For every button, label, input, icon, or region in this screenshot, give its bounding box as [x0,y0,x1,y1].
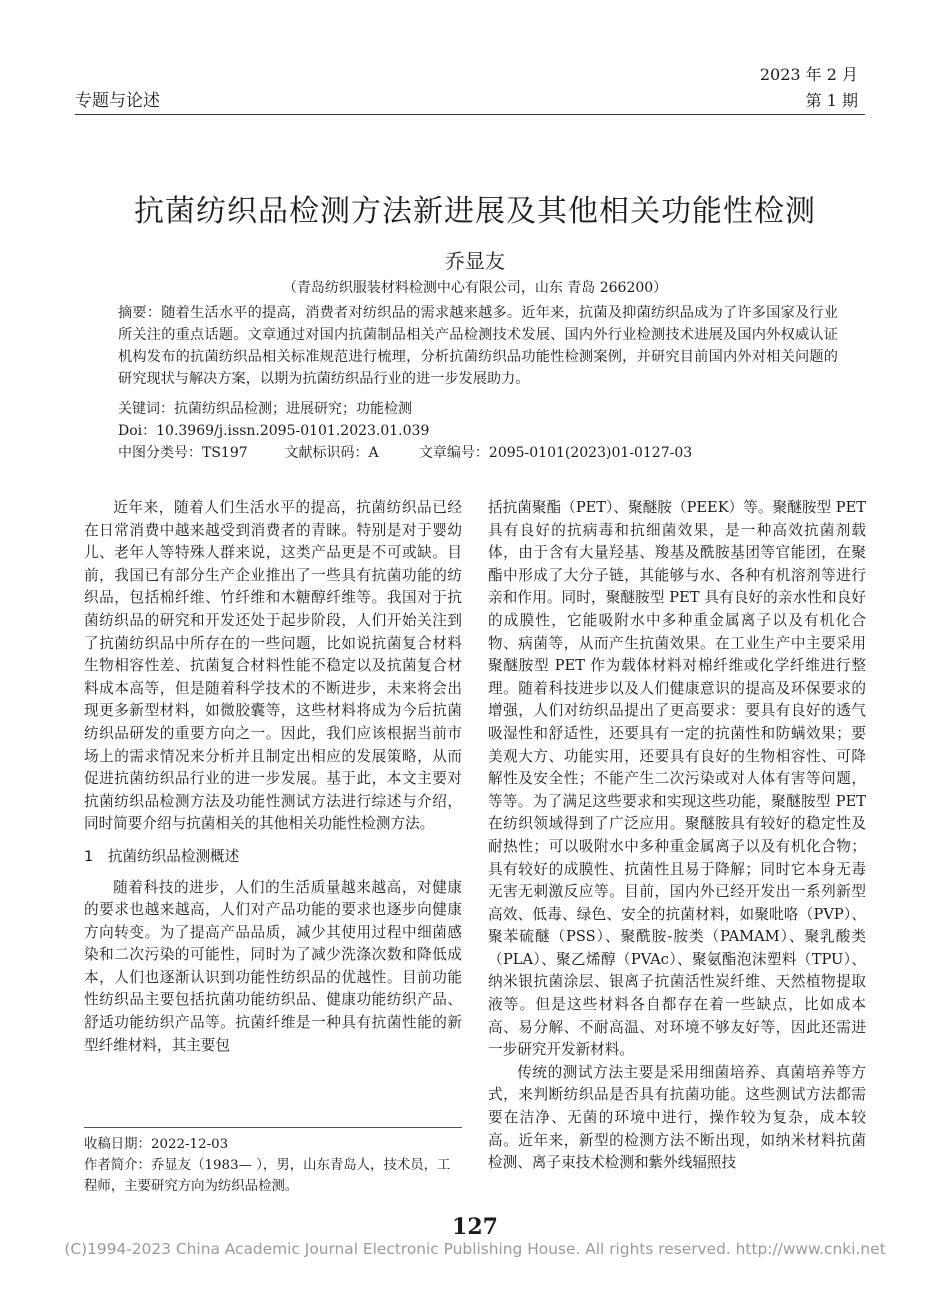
keywords: 关键词：抗菌纺织品检测；进展研究；功能检测 [118,401,412,417]
intro-paragraph: 近年来，随着人们生活水平的提高，抗菌纺织品已经在日常消费中越来越受到消费者的青睐。特别是对于婴幼儿、老年人等特殊人群来说，这类产品更是不可或缺。目前，我国已有部分生产企业推出了一些具有抗菌功能的纺织品，包括棉纤维、竹纤维和木糖醇纤维等。我国对于抗菌纺织品的研究和开发还处于起步阶段，人们开始关注到了抗菌纺织品中所存在的一些问题，比如说抗菌复合材料生物相容性差、抗菌复合材料性能不稳定以及抗菌复合材料成本高等，但是随着科学技术的不断进步，未来将会出现更多新型材料，如微胶囊等，这些材料将成为今后抗菌纺织品研发的重要方向之一。因此，我们应该根据当前市场上的需求情况来分析并且制定出相应的发展策略，从而促进抗菌纺织品行业的进一步发展。基于此，本文主要对抗菌纺织品检测方法及功能性测试方法进行综述与介绍，同时简要介绍与抗菌相关的其他相关功能性检测方法。 [84,499,462,833]
footnote [84,1134,462,1197]
issue-info [760,62,858,114]
page-number: 127 [452,1214,498,1240]
author-bio: 作者简介：乔显友（1983— ），男，山东青岛人，技术员，工程师，主要研究方向为纺织品检测。 [84,1158,451,1194]
right-paragraph-1: 括抗菌聚酯（PET）、聚醚胺（PEEK）等。聚醚胺型 PET 具有良好的抗病毒和抗细菌效果，是一种高效抗菌剂载体，由于含有大量羟基、羧基及酰胺基团等官能团，在聚酯中形成了大分子链，其能够与水、各种有机溶剂等进行亲和作用。同时，聚醚胺型 PET 具有良好的亲水性和良好的成膜性，它能吸附水中多种重金属离子以及有机化合物、病菌等，从而产生抗菌效果。在工业生产中主要采用聚醚胺型 PET 作为载体材料对棉纤维或化学纤维进行整理。随着科技进步以及人们健康意识的提高及环保要求的增强，人们对纺织品提出了更高要求：要具有良好的透气吸湿性和舒适性，还要具有一定的抗菌性和防螨效果；要美观大方、功能实用，还要具有良好的生物相容性、可降解性及安全性；不能产生二次污染或对人体有害等问题，等等。为了满足这些要求和实现这些功能，聚醚胺型 PET 在纺织领域得到了广泛应用。聚醚胺具有较好的稳定性及耐热性；可以吸附水中多种重金属离子以及有机化合物；具有较好的成膜性、抗菌性且易于降解；同时它本身无毒无害无刺激反应等。目前，国内外已经开发出一系列新型高效、低毒、绿色、安全的抗菌材料，如聚吡咯（PVP）、聚苯硫醚（PSS）、聚酰胺-胺类（PAMAM）、聚乳酸类（PLA）、聚乙烯醇（PVAc）、聚氨酯泡沫塑料（TPU）、纳米银抗菌涂层、银离子抗菌活性炭纤维、天然植物提取液等。但是这些材料各自都存在着一些缺点，比如成本高、易分解、不耐高温、对环境不够友好等，因此还需进一步研究开发新材料。 [488,499,866,1059]
right-paragraph-2: 传统的测试方法主要是采用细菌培养、真菌培养等方式，来判断纺织品是否具有抗菌功能。这些测试方法都需要在洁净、无菌的环境中进行，操作较为复杂，成本较高。近年来，新型的检测方法不断出现，如纳米材料抗菌检测、离子束技术检测和紫外线辐照技 [488,1063,866,1172]
issue-date: 2023 年 2 月 [759,65,858,84]
author-affiliation: （青岛纺织服装材料检测中心有限公司，山东 青岛 266200） [282,280,668,296]
footnote-rule [84,1127,462,1128]
article-number: 文章编号：2095-0101(2023)01-0127-03 [418,445,693,461]
document-code: 文献标识码：A [284,445,379,461]
classification-line [118,442,838,464]
section-1-heading: 1 抗菌纺织品检测概述 [84,847,240,865]
section-1-paragraph: 随着科技的进步，人们的生活质量越来越高，对健康的要求也越来越高，人们对产品功能的要求也逐步向健康方向转变。为了提高产品品质，减少其使用过程中细菌感染和二次污染的可能性，同时为了减少洗涤次数和降低成本，人们也逐渐认识到功能性纺织品的优越性。目前功能性纺织品主要包括抗菌功能纺织品、健康功能纺织产品、舒适功能纺织产品等。抗菌纤维是一种具有抗菌性能的新型纤维材料，其主要包 [84,878,462,1054]
left-column [84,497,462,1057]
abstract [118,302,838,390]
right-column [488,497,866,1175]
journal-section-label: 专题与论述 [75,91,160,111]
issue-number: 第 1 期 [805,91,858,110]
received-date: 收稿日期：2022-12-03 [84,1137,229,1152]
paper-title: 抗菌纺织品检测方法新进展及其他相关功能性检测 [134,194,816,229]
author-name: 乔显友 [445,249,505,273]
doi: Doi：10.3969/j.issn.2095-0101.2023.01.039 [118,423,430,439]
clc-number: 中图分类号：TS197 [118,445,248,461]
copyright-watermark: (C)1994-2023 China Academic Journal Electronic Publishing House. All rights reserved. http://www.cnki.net [64,1240,886,1258]
header-rule [75,114,865,115]
abstract-text: 摘要：随着生活水平的提高，消费者对纺织品的需求越来越多。近年来，抗菌及抑菌纺织品成为了许多国家及行业所关注的重点话题。文章通过对国内抗菌制品相关产品检测技术发展、国内外行业检测技术进展及国内外权威认证机构发布的抗菌纺织品相关标准规范进行梳理，分析抗菌纺织品功能性检测案例，并研究目前国内外对相关问题的研究现状与解决方案，以期为抗菌纺织品行业的进一步发展助力。 [118,305,838,387]
